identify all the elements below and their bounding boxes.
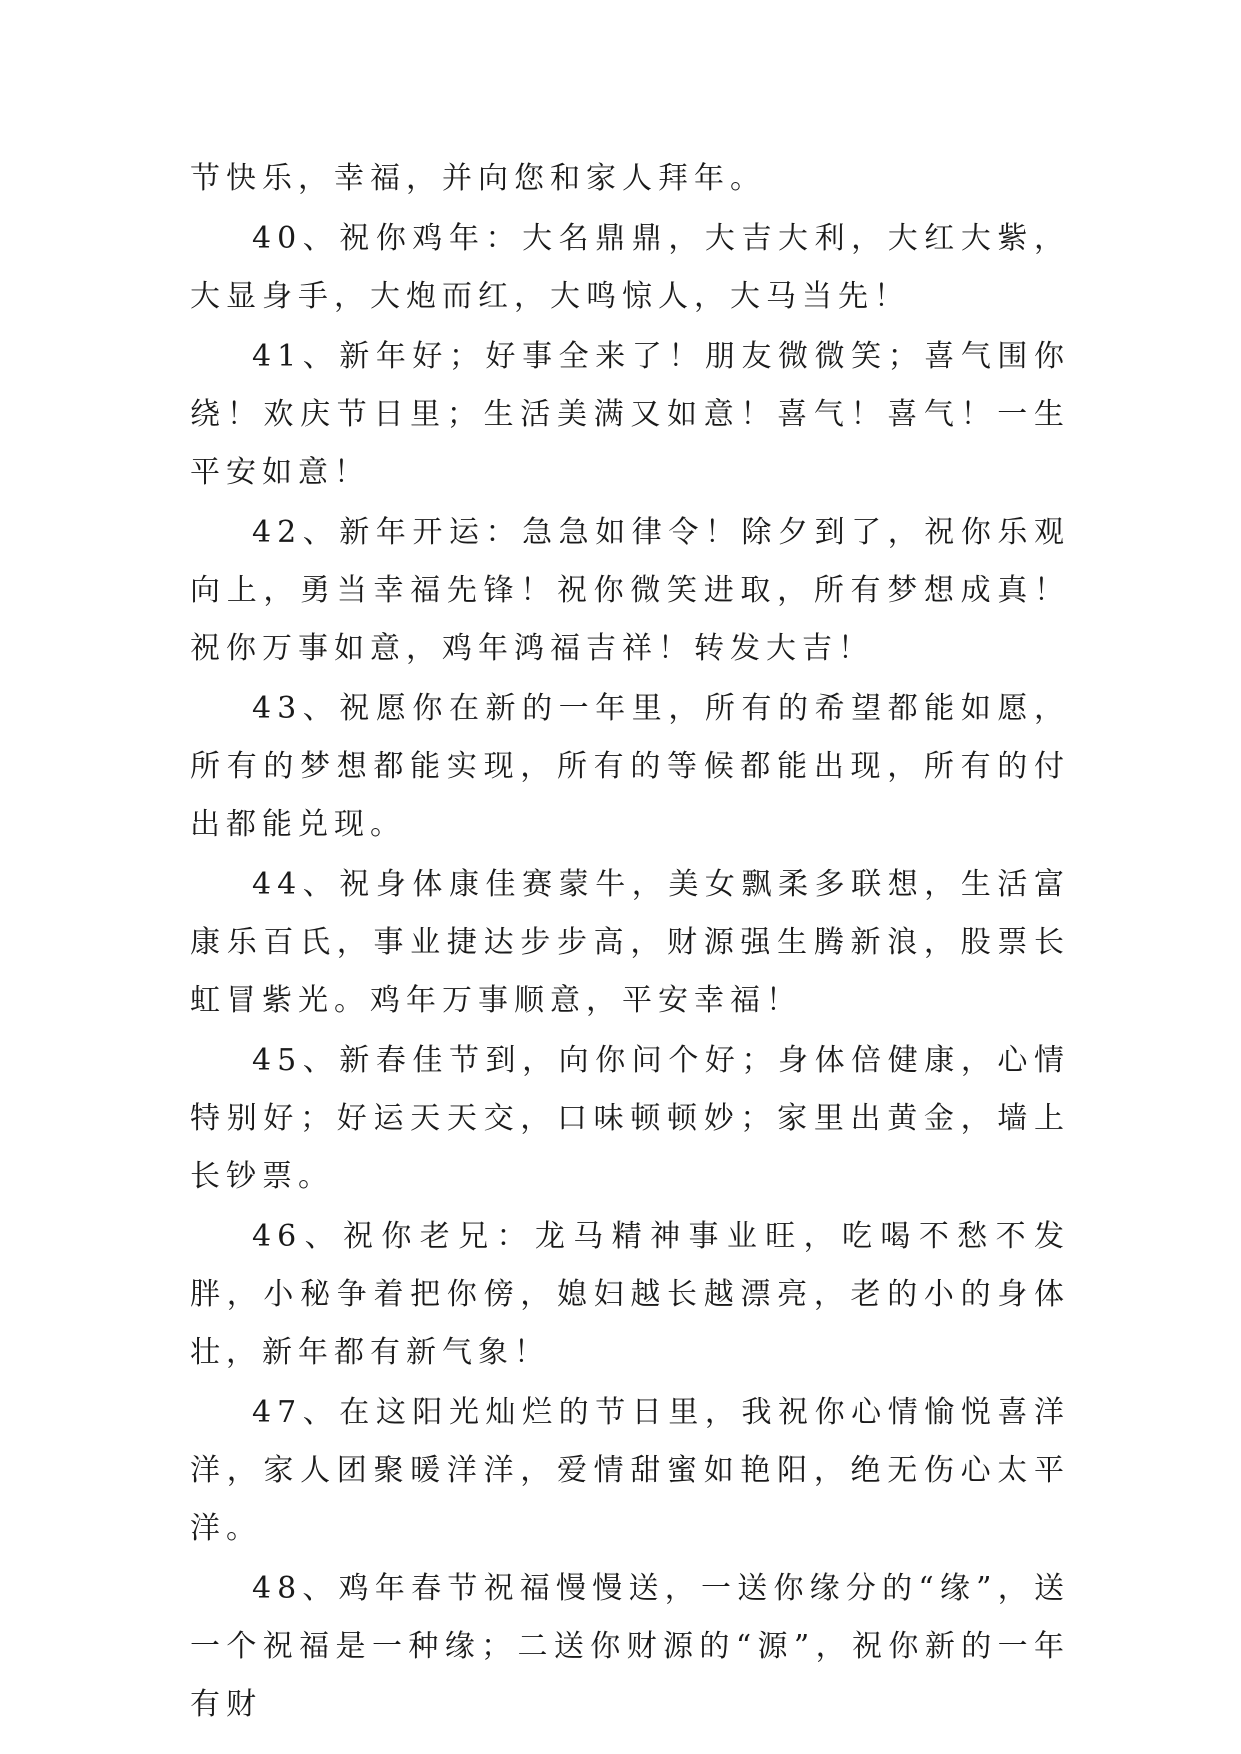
paragraph-41: 41、新年好；好事全来了！朋友微微笑；喜气围你绕！欢庆节日里；生活美满又如意！喜气！喜气！一生平安如意！ [190, 339, 1070, 490]
document-body [190, 150, 1070, 1734]
paragraph-42: 42、新年开运：急急如律令！除夕到了，祝你乐观向上，勇当幸福先锋！祝你微笑进取，所有梦想成真！祝你万事如意，鸡年鸿福吉祥！转发大吉！ [190, 515, 1070, 666]
paragraph-continued: 节快乐，幸福，并向您和家人拜年。 [190, 161, 766, 196]
paragraph-47: 47、在这阳光灿烂的节日里，我祝你心情愉悦喜洋洋，家人团聚暖洋洋，爱情甜蜜如艳阳，绝无伤心太平洋。 [190, 1395, 1070, 1546]
paragraph-40: 40、祝你鸡年：大名鼎鼎，大吉大利，大红大紫，大显身手，大炮而红，大鸣惊人，大马当先！ [190, 221, 1070, 314]
paragraph-48: 48、鸡年春节祝福慢慢送，一送你缘分的“缘”，送一个祝福是一种缘；二送你财源的“源”，祝你新的一年有财 [190, 1571, 1070, 1722]
paragraph-45: 45、新春佳节到，向你问个好；身体倍健康，心情特别好；好运天天交，口味顿顿妙；家里出黄金，墙上长钞票。 [190, 1043, 1070, 1194]
paragraph-43: 43、祝愿你在新的一年里，所有的希望都能如愿，所有的梦想都能实现，所有的等候都能出现，所有的付出都能兑现。 [190, 691, 1070, 842]
paragraph-46: 46、祝你老兄：龙马精神事业旺，吃喝不愁不发胖，小秘争着把你傍，媳妇越长越漂亮，老的小的身体壮，新年都有新气象！ [190, 1219, 1070, 1370]
paragraph-44: 44、祝身体康佳赛蒙牛，美女飘柔多联想，生活富康乐百氏，事业捷达步步高，财源强生腾新浪，股票长虹冒紫光。鸡年万事顺意，平安幸福！ [190, 867, 1070, 1018]
